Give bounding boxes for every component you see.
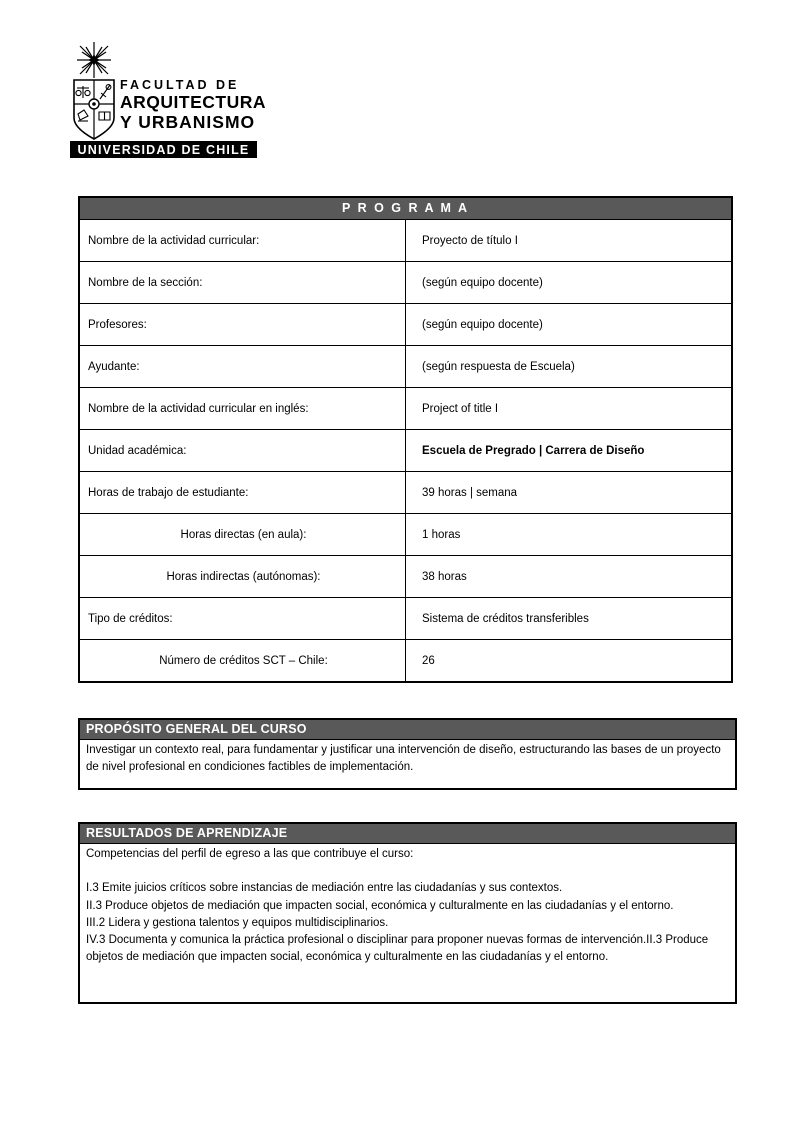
program-table-body <box>79 220 732 683</box>
section-body <box>80 740 735 788</box>
row-label: Profesores: <box>79 304 406 346</box>
section-resultados <box>78 822 737 1004</box>
logo-faculty-line1: FACULTAD DE <box>120 78 240 92</box>
table-row <box>79 556 732 598</box>
paragraph <box>86 863 727 880</box>
table-row <box>79 304 732 346</box>
row-value: 26 <box>406 640 733 683</box>
logo-faculty-line3: Y URBANISMO <box>120 112 256 132</box>
row-value: Escuela de Pregrado | Carrera de Diseño <box>406 430 733 472</box>
paragraph: IV.3 Documenta y comunica la práctica profesional o disciplinar para proponer nuevas formas de intervención.II.3 Produce objetos de mediación que impacten social, económica y culturalmente en las ciudadanías y el entorno. <box>86 934 709 964</box>
row-label: Horas directas (en aula): <box>79 514 406 556</box>
row-label: Horas indirectas (autónomas): <box>79 556 406 598</box>
paragraph: III.2 Lidera y gestiona talentos y equipos multidisciplinarios. <box>86 916 389 929</box>
row-label: Unidad académica: <box>79 430 406 472</box>
table-row <box>79 220 732 262</box>
section-resultados-title: RESULTADOS DE APRENDIZAJE <box>80 824 735 844</box>
row-value: 39 horas | semana <box>406 472 733 514</box>
program-table <box>78 196 733 683</box>
row-value: (según respuesta de Escuela) <box>406 346 733 388</box>
row-value: (según equipo docente) <box>406 262 733 304</box>
row-value: Sistema de créditos transferibles <box>406 598 733 640</box>
row-label: Tipo de créditos: <box>79 598 406 640</box>
row-label: Número de créditos SCT – Chile: <box>79 640 406 683</box>
paragraph: II.3 Produce objetos de mediación que impacten social, económica y culturalmente en las ciudadanías y el entorno. <box>86 899 674 912</box>
row-label: Horas de trabajo de estudiante: <box>79 472 406 514</box>
table-row <box>79 640 732 683</box>
row-value: (según equipo docente) <box>406 304 733 346</box>
paragraph: Competencias del perfil de egreso a las que contribuye el curso: <box>86 848 414 860</box>
section-proposito-title: PROPÓSITO GENERAL DEL CURSO <box>80 720 735 740</box>
row-value: 1 horas <box>406 514 733 556</box>
section-body <box>80 844 735 1002</box>
table-row <box>79 472 732 514</box>
table-row <box>79 346 732 388</box>
section-proposito <box>78 718 737 790</box>
row-label: Nombre de la sección: <box>79 262 406 304</box>
table-row <box>79 598 732 640</box>
university-shield-icon <box>70 42 118 142</box>
row-label: Nombre de la actividad curricular: <box>79 220 406 262</box>
table-title-row <box>79 197 732 220</box>
university-logo <box>70 42 266 160</box>
row-value: Project of title I <box>406 388 733 430</box>
table-row <box>79 430 732 472</box>
row-value: Proyecto de título I <box>406 220 733 262</box>
sunburst-icon <box>77 42 111 78</box>
table-row <box>79 262 732 304</box>
program-table-title: P R O G R A M A <box>79 197 732 220</box>
paragraph: I.3 Emite juicios críticos sobre instancias de mediación entre las ciudadanías y sus contextos. <box>86 882 563 895</box>
paragraph: Investigar un contexto real, para fundamentar y justificar una intervención de diseño, estructurando las bases de un proyecto de nivel profesional en condiciones factibles de implementación. <box>86 744 721 774</box>
table-row <box>79 388 732 430</box>
row-value: 38 horas <box>406 556 733 598</box>
row-label: Nombre de la actividad curricular en inglés: <box>79 388 406 430</box>
row-label: Ayudante: <box>79 346 406 388</box>
logo-faculty-line2: ARQUITECTURA <box>120 92 266 112</box>
table-row <box>79 514 732 556</box>
university-name-bar: UNIVERSIDAD DE CHILE <box>70 141 257 158</box>
